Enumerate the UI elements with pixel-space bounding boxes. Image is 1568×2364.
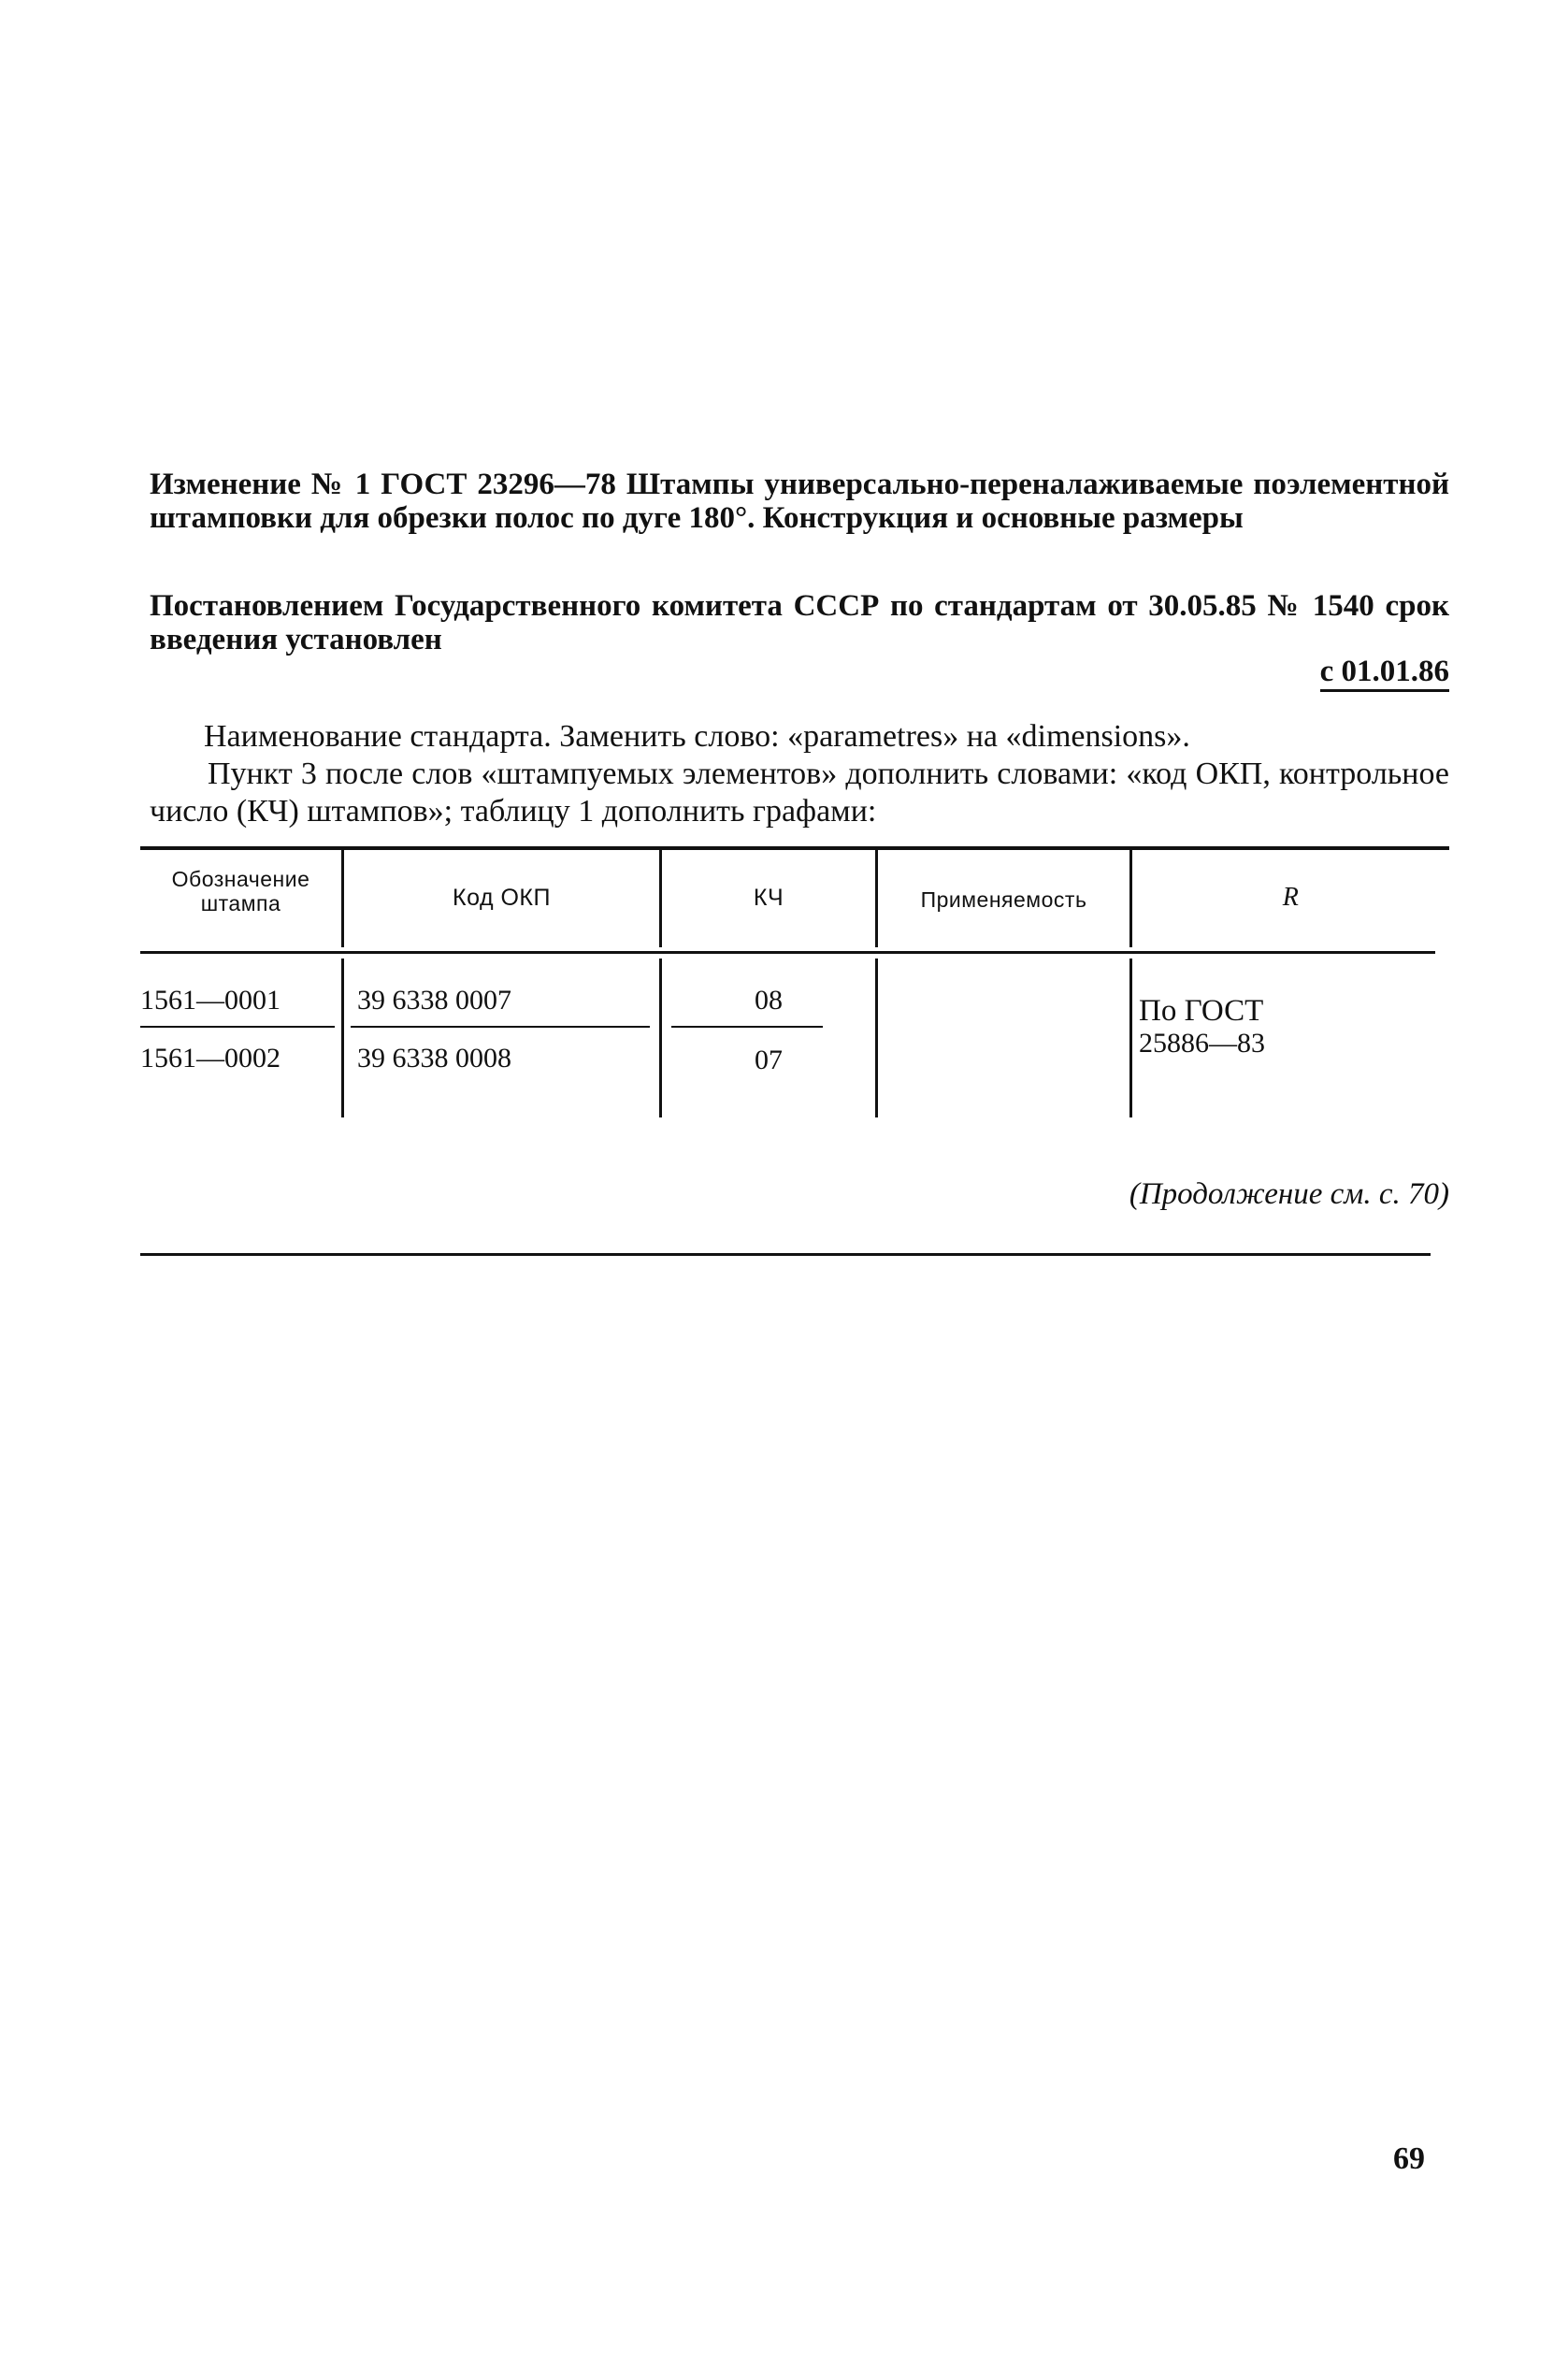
header-kch: КЧ <box>753 885 784 911</box>
amendment-heading: Изменение № 1 ГОСТ 23296—78 Штампы универсально-переналаживаемые поэлементной штамповки для обрезки полос по дуге 180°. Конструкция и основные размеры <box>150 468 1449 535</box>
row-divider-designation <box>140 1026 335 1028</box>
table-vline-1b <box>341 959 344 1117</box>
amendment-table <box>140 846 1449 1117</box>
r-value <box>1139 994 1265 1059</box>
row2-kch: 07 <box>755 1045 783 1075</box>
paragraph-item-3: Пункт 3 после слов «штампуемых элементов» дополнить словами: «код ОКП, контрольное число (КЧ) штампов»; таблицу 1 дополнить графами: <box>150 757 1449 829</box>
table-vline-2b <box>659 959 662 1117</box>
row1-kch: 08 <box>755 985 783 1016</box>
table-top-rule <box>140 846 1449 850</box>
row-divider-kch <box>671 1026 823 1028</box>
row2-designation: 1561—0002 <box>140 1043 281 1074</box>
row-divider-okp <box>351 1026 650 1028</box>
table-vline-3b <box>875 959 878 1117</box>
header-designation-line1: Обозначение <box>171 867 310 891</box>
r-value-line2: 25886—83 <box>1139 1028 1265 1059</box>
r-value-line1: По ГОСТ <box>1139 994 1264 1028</box>
paragraph-title-change: Наименование стандарта. Заменить слово: «parametres» на «dimensions». <box>204 719 1190 754</box>
header-okp-code: Код ОКП <box>453 885 551 911</box>
header-applicability: Применяемость <box>920 887 1087 912</box>
decree-text: Постановлением Государственного комитета СССР по стандартам от 30.05.85 № 1540 срок введения установлен <box>150 589 1449 656</box>
table-header-rule <box>140 951 1435 954</box>
page-number: 69 <box>1393 2141 1425 2176</box>
header-designation <box>140 867 341 915</box>
header-r: R <box>1282 883 1300 912</box>
bottom-rule <box>140 1253 1431 1256</box>
row1-okp-code: 39 6338 0007 <box>357 985 511 1016</box>
continuation-note: (Продолжение см. с. 70) <box>1129 1177 1449 1211</box>
row2-okp-code: 39 6338 0008 <box>357 1043 511 1074</box>
header-designation-line2: штампа <box>200 891 281 915</box>
effective-date: с 01.01.86 <box>1320 655 1449 692</box>
table-vline-4b <box>1129 959 1132 1117</box>
row1-designation: 1561—0001 <box>140 985 281 1016</box>
